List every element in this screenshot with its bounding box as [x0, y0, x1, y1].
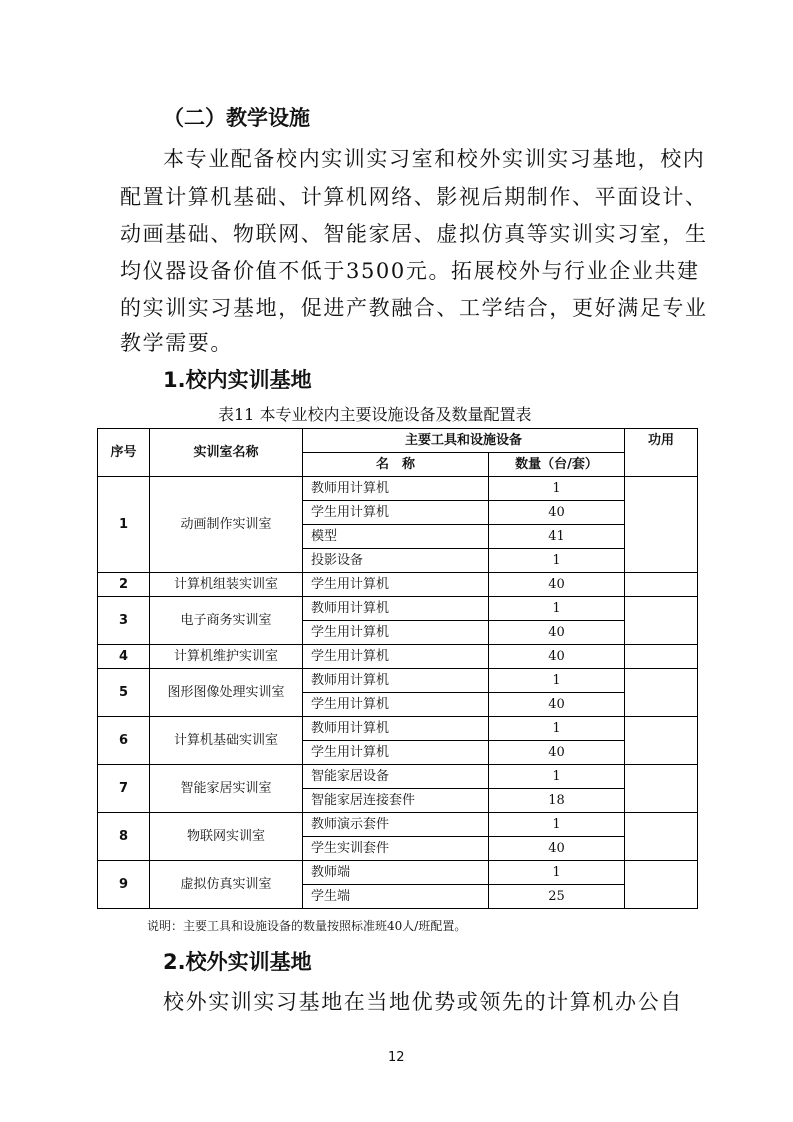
item-qty-cell: 1: [489, 597, 625, 621]
item-qty-cell: 1: [489, 813, 625, 837]
intro-line-1: 本专业配备校内实训实习室和校外实训实习基地，校内: [163, 147, 706, 171]
seq-cell: 6: [98, 717, 150, 765]
function-cell: [625, 597, 698, 645]
item-qty-cell: 1: [489, 549, 625, 573]
intro-line-3: 动画基础、物联网、智能家居、虚拟仿真等实训实习室，生: [120, 222, 708, 246]
seq-cell: 2: [98, 573, 150, 597]
header-seq: 序号: [98, 429, 150, 477]
room-cell: 计算机基础实训室: [150, 717, 303, 765]
table-row: [98, 477, 698, 501]
item-qty-cell: 40: [489, 645, 625, 669]
item-name-cell: 教师端: [303, 861, 489, 885]
function-cell: [625, 717, 698, 765]
intro-line-4: 均仪器设备价值不低于3500元。拓展校外与行业企业共建: [120, 259, 700, 283]
room-cell: 智能家居实训室: [150, 765, 303, 813]
item-name-cell: 教师用计算机: [303, 477, 489, 501]
table-row: [98, 813, 698, 837]
item-name-cell: 教师演示套件: [303, 813, 489, 837]
function-cell: [625, 645, 698, 669]
function-cell: [625, 813, 698, 861]
item-name-cell: 学生用计算机: [303, 621, 489, 645]
item-name-cell: 教师用计算机: [303, 717, 489, 741]
equipment-table: [97, 428, 698, 909]
table-row: [98, 861, 698, 885]
item-name-cell: 学生端: [303, 885, 489, 909]
table-row: [98, 765, 698, 789]
function-cell: [625, 573, 698, 597]
table-caption: 表11 本专业校内主要设施设备及数量配置表: [218, 405, 532, 424]
item-qty-cell: 40: [489, 693, 625, 717]
item-name-cell: 教师用计算机: [303, 669, 489, 693]
item-qty-cell: 25: [489, 885, 625, 909]
subheading-external-base: 2.校外实训基地: [163, 950, 312, 974]
page-number: 12: [388, 1050, 405, 1065]
item-qty-cell: 40: [489, 741, 625, 765]
table-row: [98, 669, 698, 693]
header-main-equipment: 主要工具和设施设备: [303, 429, 625, 453]
room-cell: 图形图像处理实训室: [150, 669, 303, 717]
room-cell: 计算机维护实训室: [150, 645, 303, 669]
table-note: 说明：主要工具和设施设备的数量按照标准班40人/班配置。: [147, 919, 467, 933]
item-qty-cell: 40: [489, 621, 625, 645]
seq-cell: 9: [98, 861, 150, 909]
item-qty-cell: 40: [489, 573, 625, 597]
function-cell: [625, 861, 698, 909]
room-cell: 物联网实训室: [150, 813, 303, 861]
outro-line: 校外实训实习基地在当地优势或领先的计算机办公自: [163, 990, 683, 1014]
item-name-cell: 教师用计算机: [303, 597, 489, 621]
table-row: [98, 717, 698, 741]
seq-cell: 7: [98, 765, 150, 813]
item-qty-cell: 1: [489, 717, 625, 741]
item-name-cell: 投影设备: [303, 549, 489, 573]
header-qty: 数量（台/套）: [489, 453, 625, 477]
room-cell: 计算机组装实训室: [150, 573, 303, 597]
seq-cell: 8: [98, 813, 150, 861]
item-name-cell: 智能家居设备: [303, 765, 489, 789]
item-qty-cell: 18: [489, 789, 625, 813]
intro-line-5: 的实训实习基地，促进产教融合、工学结合，更好满足专业: [120, 296, 708, 320]
item-name-cell: 学生实训套件: [303, 837, 489, 861]
function-cell: [625, 765, 698, 813]
item-qty-cell: 1: [489, 669, 625, 693]
room-cell: 电子商务实训室: [150, 597, 303, 645]
seq-cell: 5: [98, 669, 150, 717]
item-name-cell: 学生用计算机: [303, 693, 489, 717]
item-qty-cell: 1: [489, 477, 625, 501]
intro-line-2: 配置计算机基础、计算机网络、影视后期制作、平面设计、: [120, 185, 708, 209]
header-function: 功用: [625, 429, 698, 477]
subheading-campus-base: 1.校内实训基地: [163, 368, 312, 392]
seq-cell: 3: [98, 597, 150, 645]
header-room: 实训室名称: [150, 429, 303, 477]
table-row: [98, 573, 698, 597]
intro-line-6: 教学需要。: [120, 331, 233, 355]
room-cell: 虚拟仿真实训室: [150, 861, 303, 909]
item-name-cell: 智能家居连接套件: [303, 789, 489, 813]
seq-cell: 1: [98, 477, 150, 573]
item-qty-cell: 40: [489, 501, 625, 525]
item-qty-cell: 1: [489, 861, 625, 885]
table-row: [98, 645, 698, 669]
header-name: 名 称: [303, 453, 489, 477]
function-cell: [625, 669, 698, 717]
item-name-cell: 学生用计算机: [303, 741, 489, 765]
item-name-cell: 学生用计算机: [303, 573, 489, 597]
item-qty-cell: 41: [489, 525, 625, 549]
function-cell: [625, 477, 698, 573]
item-name-cell: 学生用计算机: [303, 645, 489, 669]
item-qty-cell: 1: [489, 765, 625, 789]
section-heading: （二）教学设施: [163, 106, 310, 130]
item-name-cell: 学生用计算机: [303, 501, 489, 525]
item-name-cell: 模型: [303, 525, 489, 549]
seq-cell: 4: [98, 645, 150, 669]
table-row: [98, 597, 698, 621]
room-cell: 动画制作实训室: [150, 477, 303, 573]
item-qty-cell: 40: [489, 837, 625, 861]
